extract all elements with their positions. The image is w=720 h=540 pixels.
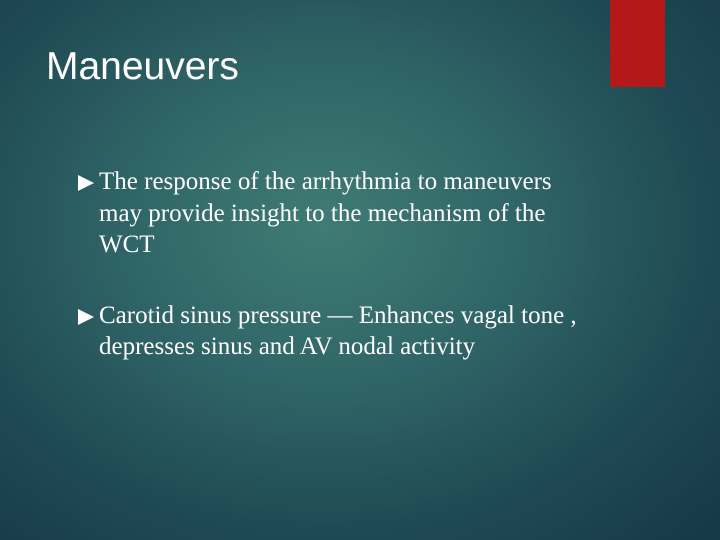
slide-title: Maneuvers — [46, 45, 239, 88]
bullet-text: The response of the arrhythmia to maneuvers may provide insight to the mechanism of the WCT — [99, 168, 552, 258]
bullet-item — [78, 300, 598, 363]
triangle-bullet-icon — [78, 175, 94, 191]
accent-bar — [610, 0, 665, 87]
triangle-bullet-icon — [78, 309, 94, 325]
bullet-list — [78, 166, 598, 402]
bullet-text: Carotid sinus pressure — Enhances vagal tone , depresses sinus and AV nodal activity — [99, 301, 577, 360]
bullet-item — [78, 166, 598, 261]
